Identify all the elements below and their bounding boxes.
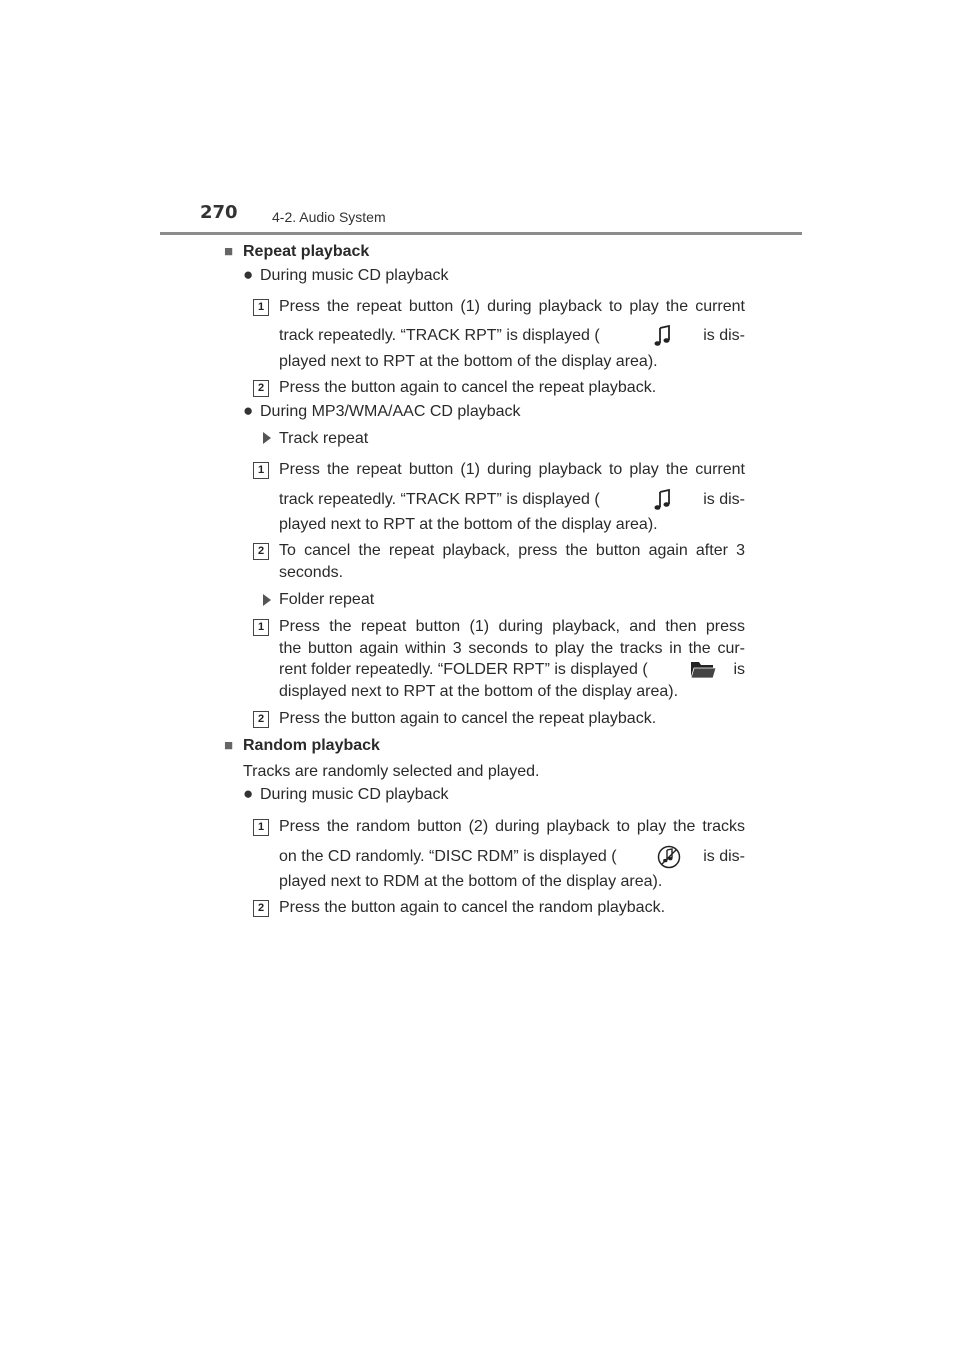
repeat-cd-step2: Press the button again to cancel the repeat playback.: [279, 379, 657, 396]
folder-repeat-step1-line3b: is: [733, 661, 745, 678]
random-intro: Tracks are randomly selected and played.: [243, 763, 540, 780]
repeat-cd-step1-line2a: track repeatedly. “TRACK RPT” is displayed (: [279, 327, 600, 344]
track-repeat-step1: Press the repeat button (1) during playback to play the current: [279, 461, 745, 478]
step-number-2: 2: [253, 900, 269, 917]
repeat-cd-step1-line2b: is dis-: [703, 327, 745, 344]
circle-bullet-icon: ●: [243, 265, 254, 284]
folder-repeat-step1-line4: displayed next to RPT at the bottom of the display area).: [279, 683, 679, 700]
circle-bullet-icon: ●: [243, 784, 254, 803]
track-repeat-step2: To cancel the repeat playback, press the button again after 3 seconds.: [279, 542, 745, 581]
header-rule: [160, 232, 802, 235]
step-number-1: 1: [253, 299, 269, 316]
track-repeat-step1-line2a: track repeatedly. “TRACK RPT” is displayed (: [279, 491, 600, 508]
random-heading: Random playback: [243, 737, 380, 754]
section-title: 4-2. Audio System: [272, 209, 386, 225]
random-cd-step2: Press the button again to cancel the random playback.: [279, 899, 666, 916]
square-bullet-icon: ■: [224, 243, 234, 260]
folder-icon: [689, 658, 717, 680]
repeat-cd-step1: Press the repeat button (1) during playback to play the current: [279, 298, 745, 315]
repeat-mp3-label: During MP3/WMA/AAC CD playback: [260, 403, 521, 420]
page-number: 270: [200, 202, 238, 223]
circle-bullet-icon: ●: [243, 401, 254, 420]
random-cd-label: During music CD playback: [260, 786, 449, 803]
step-number-1: 1: [253, 619, 269, 636]
folder-repeat-step1: Press the repeat button (1) during playback, and then press the button again within 3 seconds to play the tracks in the cur-: [279, 618, 745, 657]
triangle-bullet-icon: [263, 432, 271, 444]
repeat-cd-label: During music CD playback: [260, 267, 449, 284]
disc-icon: [657, 845, 681, 869]
random-cd-step1-line2a: on the CD randomly. “DISC RDM” is displayed (: [279, 848, 617, 865]
track-repeat-step1-line3: played next to RPT at the bottom of the display area).: [279, 516, 658, 533]
random-cd-step1-line2b: is dis-: [703, 848, 745, 865]
music-note-icon: [654, 489, 672, 511]
track-repeat-step1-line2b: is dis-: [703, 491, 745, 508]
random-cd-step1-line3: played next to RDM at the bottom of the display area).: [279, 873, 663, 890]
step-number-1: 1: [253, 819, 269, 836]
triangle-bullet-icon: [263, 594, 271, 606]
folder-repeat-step2: Press the button again to cancel the repeat playback.: [279, 710, 657, 727]
step-number-2: 2: [253, 380, 269, 397]
step-number-2: 2: [253, 543, 269, 560]
step-number-1: 1: [253, 462, 269, 479]
track-repeat-label: Track repeat: [279, 430, 369, 447]
repeat-cd-step1-line3: played next to RPT at the bottom of the display area).: [279, 353, 658, 370]
square-bullet-icon: ■: [224, 737, 234, 754]
repeat-heading: Repeat playback: [243, 243, 370, 260]
step-number-2: 2: [253, 711, 269, 728]
folder-repeat-step1-line3a: rent folder repeatedly. “FOLDER RPT” is displayed (: [279, 661, 648, 678]
folder-repeat-label: Folder repeat: [279, 591, 375, 608]
random-cd-step1: Press the random button (2) during playback to play the tracks: [279, 818, 745, 835]
music-note-icon: [654, 325, 672, 347]
